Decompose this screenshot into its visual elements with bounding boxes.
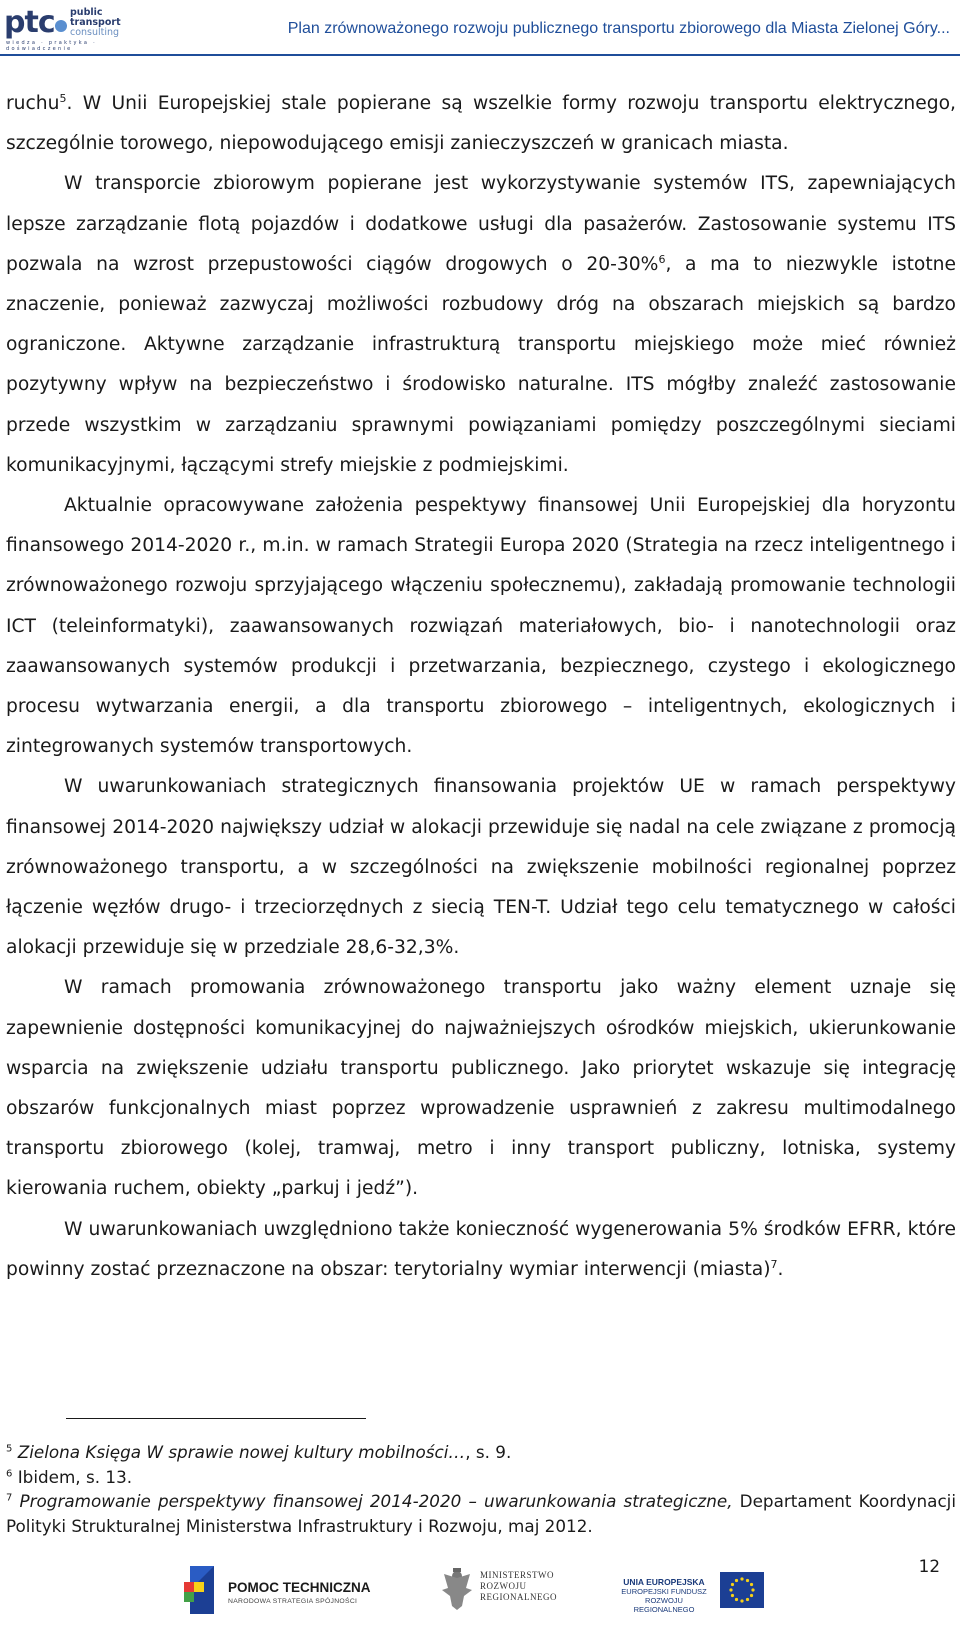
pomoc-techniczna-icon — [184, 1564, 218, 1616]
logo-tagline: wiedza · praktyka · doświadczenie — [6, 40, 98, 52]
logo-dot-icon — [55, 20, 67, 32]
page-header — [0, 0, 960, 60]
logo-words — [70, 8, 121, 38]
eu-star — [740, 1577, 743, 1580]
footnote-7: $^7$ Programowanie perspektywy finansowej 2014-2020 – uwarunkowania strategiczne, Departament Koordynacji Polityki Strukturalnej Ministerstwa Infrastruktury i Rozwoju, maj 2012. — [6, 1491, 956, 1536]
ministerstwo-logo — [440, 1562, 580, 1618]
footnote-divider — [66, 1418, 366, 1419]
page-number: 12 — [918, 1556, 940, 1576]
footnotes — [6, 1440, 956, 1538]
footnote-ref-6[interactable]: 6 — [658, 252, 666, 266]
eu-star — [750, 1594, 753, 1597]
eu-star — [735, 1598, 738, 1601]
paragraph-3: Aktualnie opracowywane założenia pespektywy finansowej Unii Europejskiej dla horyzontu finansowego 2014-2020 r., m.in. w ramach Strategii Europa 2020 (Strategia na rzecz inteligentnego i zrównoważonego rozwoju sprzyjającego włączeniu społecznemu), zakładają promowanie technologii ICT (teleinformatyki), zaawansowanych rozwiązań materiałowych, bio- i nanotechnologii oraz zaawansowanych systemów produkcji i przetwarzania, bezpiecznego, czystego i ekologicznego procesu wytwarzania energii, a dla transportu zbiorowego – inteligentnych, ekologicznych i zintegrowanych systemów transportowych. — [6, 495, 956, 758]
pomoc-techniczna-logo — [184, 1562, 404, 1618]
eu-star — [735, 1579, 738, 1582]
footnote-ref-5[interactable]: 5 — [59, 91, 67, 105]
ptc-logo — [4, 5, 122, 52]
ministerstwo-name: MINISTERSTWO ROZWOJU REGIONALNEGO — [480, 1570, 557, 1602]
paragraph-1: ruchu$^5$. W Unii Europejskiej stale popierane są wszelkie formy rozwoju transportu elektrycznego, szczególnie torowego, niepowodującego emisji zanieczyszczeń w granicach miasta. — [6, 91, 956, 155]
body-text — [6, 84, 956, 1290]
paragraph-2: W transporcie zbiorowym popierane jest wykorzystywanie systemów ITS, zapewniających lepsze zarządzanie flotą pojazdów i dodatkowe usługi dla pasażerów. Zastosowanie systemu ITS pozwala na wzrost przepustowości ciągów drogowych o 20-30%$^6$, a ma to niezwykle istotne znaczenie, ponieważ zazwyczaj możliwości rozbudowy dróg na obszarach miejskich są bardzo ograniczone. Aktywne zarządzanie infrastrukturą transportu miejskiego może mieć również pozytywny wpływ na bezpieczeństwo i środowisko naturalne. ITS mógłby znaleźć zastosowanie przede wszystkim w zarządzaniu sprawnymi powiązaniami pomiędzy poszczególnymi sieciami komunikacyjnymi, łączącymi strefy miejskie z podmiejskimi. — [6, 173, 957, 476]
pomoc-techniczna-name: POMOC TECHNICZNA — [228, 1580, 371, 1595]
footnote-6: $^6$ Ibidem, s. 13. — [6, 1466, 133, 1487]
document-title: Plan zrównoważonego rozwoju publicznego transportu zbiorowego dla Miasta Zielonej Góry... — [287, 20, 950, 37]
logo-word-public: public — [70, 7, 103, 18]
eu-star — [731, 1594, 734, 1597]
ue-efrr-logo — [614, 1562, 764, 1618]
eu-star — [729, 1588, 732, 1591]
logo-main-text: ptc — [4, 5, 55, 40]
pomoc-techniczna-subtitle: NARODOWA STRATEGIA SPÓJNOŚCI — [228, 1598, 358, 1605]
logo-word-consulting: consulting — [70, 27, 120, 38]
footnote-5: $^5$ Zielona Księga W sprawie nowej kultury mobilności…, s. 9. — [6, 1442, 512, 1462]
footer-logos — [0, 1558, 960, 1628]
eu-star — [731, 1583, 734, 1586]
header-divider — [0, 54, 960, 56]
paragraph-4: W uwarunkowaniach strategicznych finansowania projektów UE w ramach perspektywy finansowej 2014-2020 największy udział w alokacji przewiduje się nadal na cele związane z promocją zrównoważonego transportu, a w szczególności na zwiększenie mobilności regionalnej poprzez łączenie węzłów drugo- i trzeciorzędnych z siecią TEN-T. Udział tego celu tematycznego w całości alokacji przewiduje się w przedziale 28,6-32,3%. — [6, 776, 956, 959]
eagle-emblem-icon — [440, 1566, 474, 1612]
paragraph-6: W uwarunkowaniach uwzględniono także konieczność wygenerowania 5% środków EFRR, które powinny zostać przeznaczone na obszar: terytorialny wymiar interwencji (miasta)$^7$. — [6, 1218, 956, 1280]
logo-word-transport: transport — [70, 17, 121, 28]
eu-star — [746, 1579, 749, 1582]
eu-flag-icon — [720, 1572, 764, 1608]
eu-star — [751, 1588, 754, 1591]
footnote-ref-7[interactable]: 7 — [770, 1257, 778, 1271]
ue-efrr-text: UNIA EUROPEJSKA EUROPEJSKI FUNDUSZ ROZWOJU REGIONALNEGO — [621, 1577, 707, 1614]
eu-star — [750, 1583, 753, 1586]
eu-star — [746, 1598, 749, 1601]
eu-star — [740, 1599, 743, 1602]
paragraph-5: W ramach promowania zrównoważonego transportu jako ważny element uznaje się zapewnienie dostępności komunikacyjnej do najważniejszych ośrodków miejskich, ukierunkowanie wsparcia na zwiększenie udziału transportu publicznego. Jako priorytet wskazuje się integrację obszarów funkcjonalnych miast poprzez wprowadzenie usprawnień z zakresu multimodalnego transportu zbiorowego (kolej, tramwaj, metro i inny transport publiczny, lotniska, systemy kierowania ruchem, obiekty „parkuj i jedź”). — [6, 977, 956, 1200]
